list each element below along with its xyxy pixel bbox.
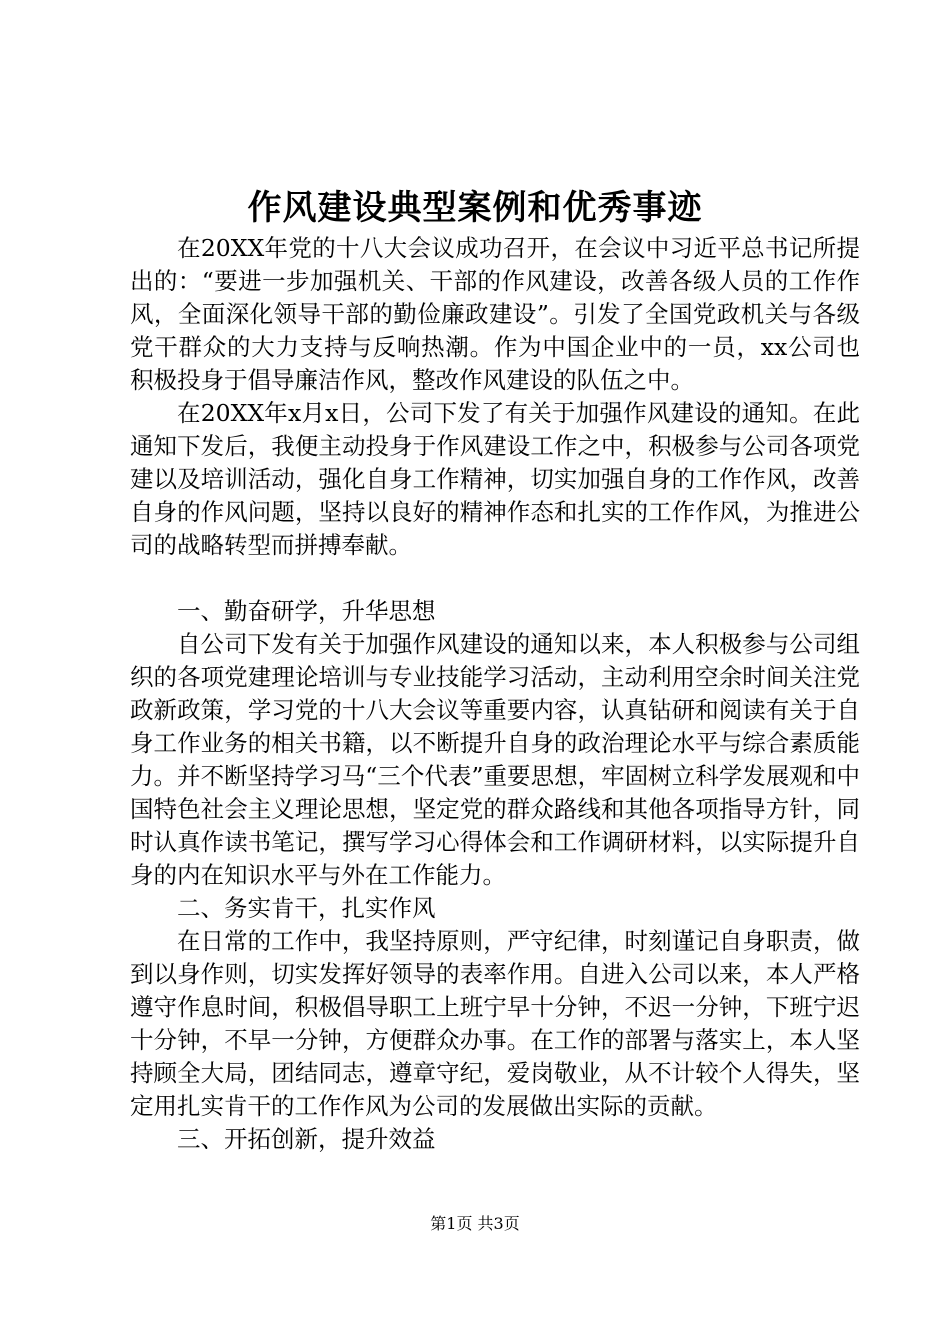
document-body <box>130 232 860 1156</box>
document-title: 作风建设典型案例和优秀事迹 <box>247 188 703 228</box>
paragraph-pragmatic: 在日常的工作中，我坚持原则，严守纪律，时刻谨记自身职责，做到以身作则，切实发挥好领导的表率作用。自进入公司以来，本人严格遵守作息时间，积极倡导职工上班宁早十分钟，不迟一分钟，下班宁迟十分钟，不早一分钟，方便群众办事。在工作的部署与落实上，本人坚持顾全大局，团结同志，遵章守纪，爱岗敬业，从不计较个人得失，坚定用扎实肯干的工作作风为公司的发展做出实际的贡献。 <box>130 927 860 1120</box>
section-heading-pragmatic: 二、务实肯干，扎实作风 <box>177 894 436 922</box>
section-heading-study: 一、勤奋研学，升华思想 <box>177 597 436 625</box>
paragraph-study: 自公司下发有关于加强作风建设的通知以来，本人积极参与公司组织的各项党建理论培训与专业技能学习活动，主动利用空余时间关注党政新政策，学习党的十八大会议等重要内容，认真钻研和阅读有关于自身工作业务的相关书籍，以不断提升自身的政治理论水平与综合素质能力。并不断坚持学习马“三个代表”重要思想，牢固树立科学发展观和中国特色社会主义理论思想，坚定党的群众路线和其他各项指导方针，同时认真作读书笔记，撰写学习心得体会和工作调研材料，以实际提升自身的内在知识水平与外在工作能力。 <box>130 630 860 889</box>
paragraph-notice: 在20XX年x月x日，公司下发了有关于加强作风建设的通知。在此通知下发后，我便主动投身于作风建设工作之中，积极参与公司各项党建以及培训活动，强化自身工作精神，切实加强自身的工作作风，改善自身的作风问题，坚持以良好的精神作态和扎实的工作作风，为推进公司的战略转型而拼搏奉献。 <box>130 399 860 559</box>
section-heading-innovation: 三、开拓创新，提升效益 <box>177 1125 436 1153</box>
page-footer: 第1页 共3页 <box>430 1214 520 1233</box>
paragraph-intro: 在20XX年党的十八大会议成功召开，在会议中习近平总书记所提出的：“要进一步加强机关、干部的作风建设，改善各级人员的工作作风，全面深化领导干部的勤俭廉政建设”。引发了全国党政机关与各级党干群众的大力支持与反响热潮。作为中国企业中的一员，xx公司也积极投身于倡导廉洁作风，整改作风建设的队伍之中。 <box>130 234 860 394</box>
